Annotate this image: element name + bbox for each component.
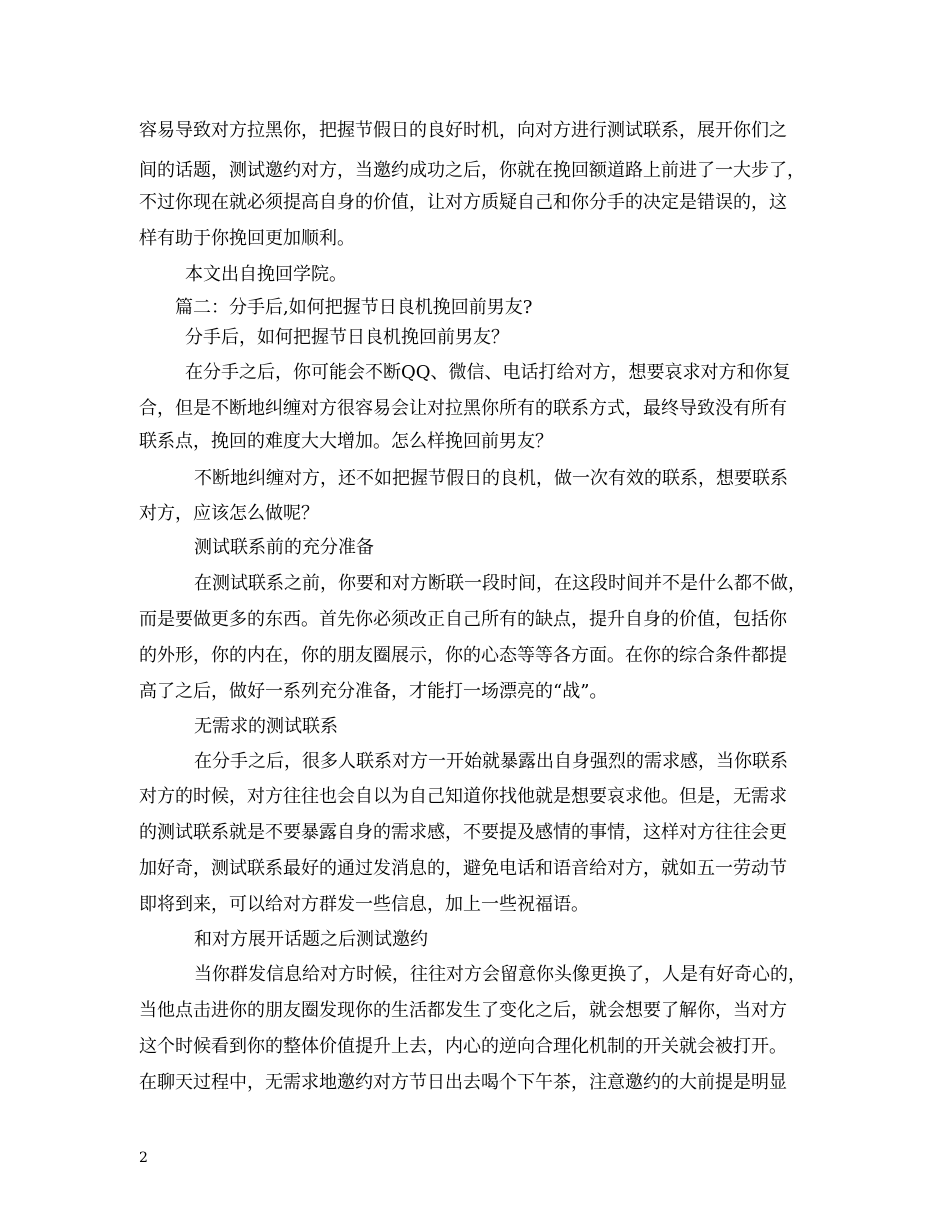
- text-line: 即将到来，可以给对方群发一些信息，加上一些祝福语。: [139, 894, 589, 915]
- text-line: 不过你现在就必须提高自身的价值，让对方质疑自己和你分手的决定是错误的，这: [139, 192, 787, 213]
- section-heading: 篇二：分手后,如何把握节日良机挽回前男友?: [175, 297, 533, 318]
- text-line: 在分手之后，很多人联系对方一开始就暴露出自身强烈的需求感，当你联系: [194, 751, 788, 772]
- subheading: 和对方展开话题之后测试邀约: [194, 929, 428, 950]
- text-line: 在分手之后，你可能会不断QQ、微信、电话打给对方，想要哀求对方和你复: [185, 362, 791, 383]
- text-line: 合，但是不断地纠缠对方很容易会让对拉黑你所有的联系方式，最终导致没有所有: [139, 398, 787, 419]
- text-line: 这个时候看到你的整体价值提升上去，内心的逆向合理化机制的开关就会被打开。: [139, 1036, 787, 1057]
- text-line: 间的话题，测试邀约对方，当邀约成功之后，你就在挽回额道路上前进了一大步了，: [139, 160, 805, 181]
- text-line: 加好奇，测试联系最好的通过发消息的，避免电话和语音给对方，就如五一劳动节: [139, 858, 787, 879]
- text-line: 高了之后，做好一系列充分准备，才能打一场漂亮的“战”。: [139, 681, 608, 702]
- text-line: 对方，应该怎么做呢？: [139, 503, 319, 524]
- subheading: 无需求的测试联系: [194, 716, 338, 737]
- article-title: 分手后，如何把握节日良机挽回前男友？: [185, 327, 509, 348]
- subheading: 测试联系前的充分准备: [194, 537, 374, 558]
- text-line: 而是要做更多的东西。首先你必须改正自己所有的缺点，提升自身的价值，包括你: [139, 609, 787, 630]
- text-line: 在测试联系之前，你要和对方断联一段时间，在这段时间并不是什么都不做，: [194, 573, 806, 594]
- text-line: 不断地纠缠对方，还不如把握节假日的良机，做一次有效的联系，想要联系: [194, 468, 788, 489]
- text-line: 本文出自挽回学院。: [185, 264, 347, 285]
- text-line: 样有助于你挽回更加顺利。: [139, 228, 355, 249]
- page-number: 2: [139, 1150, 148, 1166]
- text-line: 在聊天过程中，无需求地邀约对方节日出去喝个下午茶，注意邀约的大前提是明显: [139, 1072, 787, 1093]
- text-line: 当你群发信息给对方时候，往往对方会留意你头像更换了，人是有好奇心的，: [194, 964, 806, 985]
- text-line: 对方的时候，对方往往也会自以为自己知道你找他就是想要哀求他。但是，无需求: [139, 786, 787, 807]
- text-line: 联系点，挽回的难度大大增加。怎么样挽回前男友？: [139, 431, 553, 452]
- text-line: 容易导致对方拉黑你，把握节假日的良好时机，向对方进行测试联系，展开你们之: [139, 120, 787, 141]
- text-line: 当他点击进你的朋友圈发现你的生活都发生了变化之后，就会想要了解你，当对方: [139, 1000, 787, 1021]
- text-line: 的测试联系就是不要暴露自身的需求感，不要提及感情的事情，这样对方往往会更: [139, 822, 787, 843]
- text-line: 的外形，你的内在，你的朋友圈展示，你的心态等等各方面。在你的综合条件都提: [139, 645, 787, 666]
